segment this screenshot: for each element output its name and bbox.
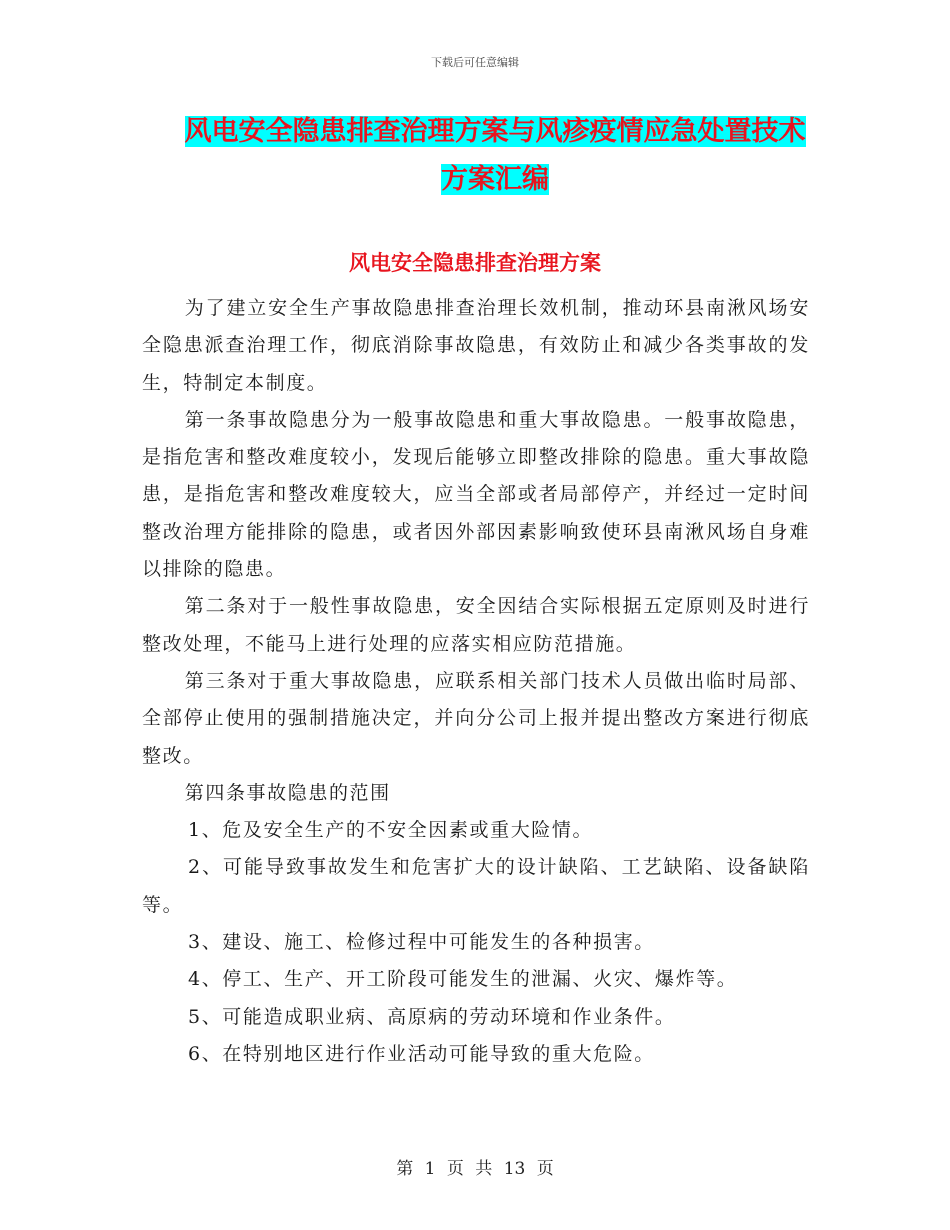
list-item: 4、停工、生产、开工阶段可能发生的泄漏、火灾、爆炸等。 bbox=[188, 968, 738, 991]
paragraph-article-3: 第三条对于重大事故隐患，应联系相关部门技术人员做出临时局部、全部停止使用的强制措施决定，并向分公司上报并提出整改方案进行彻底整改。 bbox=[142, 669, 810, 767]
list-item: 6、在特别地区进行作业活动可能导致的重大危险。 bbox=[188, 1042, 655, 1065]
title-line-1: 风电安全隐患排查治理方案与风疹疫情应急处置技术 bbox=[184, 116, 806, 147]
page-number-footer: 第 1 页 共 13 页 bbox=[396, 1159, 554, 1179]
list-item: 3、建设、施工、检修过程中可能发生的各种损害。 bbox=[188, 931, 655, 954]
document-body bbox=[142, 290, 810, 1073]
paragraph-intro: 为了建立安全生产事故隐患排查治理长效机制，推动环县南湫风场安全隐患派查治理工作，彻底消除事故隐患，有效防止和减少各类事故的发生，特制定本制度。 bbox=[142, 297, 810, 394]
page-header-note: 下载后可任意编辑 bbox=[431, 56, 519, 69]
paragraph-article-4: 第四条事故隐患的范围 bbox=[184, 781, 391, 804]
list-item: 1、危及安全生产的不安全因素或重大险情。 bbox=[188, 819, 594, 842]
paragraph-article-1: 第一条事故隐患分为一般事故隐患和重大事故隐患。一般事故隐患，是指危害和整改难度较小，发现后能够立即整改排除的隐患。重大事故隐患，是指危害和整改难度较大，应当全部或者局部停产，并经过一定时间整改治理方能排除的隐患，或者因外部因素影响致使环县南湫风场自身难以排除的隐患。 bbox=[142, 408, 810, 581]
list-item: 2、可能导致事故发生和危害扩大的设计缺陷、工艺缺陷、设备缺陷等。 bbox=[142, 856, 810, 916]
title-line-2: 方案汇编 bbox=[441, 164, 549, 195]
document-title bbox=[140, 108, 850, 204]
list-item: 5、可能造成职业病、高原病的劳动环境和作业条件。 bbox=[188, 1005, 676, 1028]
paragraph-article-2: 第二条对于一般性事故隐患，安全因结合实际根据五定原则及时进行整改处理，不能马上进行处理的应落实相应防范措施。 bbox=[142, 595, 810, 655]
section-title: 风电安全隐患排查治理方案 bbox=[349, 251, 601, 275]
